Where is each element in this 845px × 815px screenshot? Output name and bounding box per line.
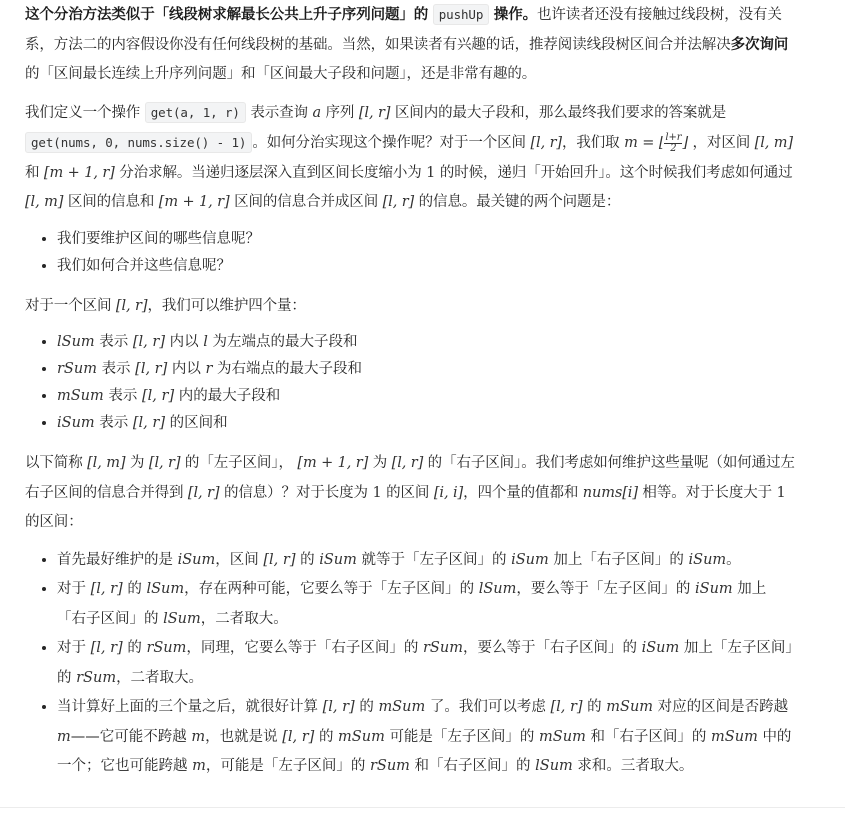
inline-code-pushup: pushUp — [433, 4, 490, 25]
math-var: mSum — [57, 388, 104, 404]
text: 的「右子区间」。我们考虑如何维护这些量呢（如何通过左右子区间的信息合并得到 — [25, 455, 795, 501]
math-var: lSum — [146, 581, 185, 597]
text: 加上「右子区间」的 — [57, 581, 767, 627]
text: 首先最好维护的是 — [57, 551, 173, 568]
list-item-msum — [57, 383, 795, 410]
text: ，我们可以维护四个量： — [147, 297, 306, 314]
text: 的 — [127, 640, 142, 656]
text: 分治求解。当递归逐层深入直到区间长度缩小为 — [119, 164, 422, 181]
math-var: mSum — [606, 699, 654, 715]
rule-msum — [57, 693, 795, 782]
math-interval-m1r: [m + 1, r] — [297, 455, 369, 471]
text: ，区间 — [215, 551, 259, 568]
math-floor-close: ⌋ — [682, 135, 689, 151]
math-interval-lr: [l, r] — [382, 194, 415, 210]
math-nums-i: nums[i] — [582, 484, 638, 501]
intro-bold-text: 这个分治方法类似于「线段树求解最长公共上升子序列问题」的 — [25, 7, 429, 23]
text: 为 — [129, 455, 145, 471]
intro-paragraph — [25, 0, 795, 90]
math-var: lSum — [478, 581, 517, 597]
intro-bold-multi-query: 多次询问 — [730, 36, 789, 53]
math-interval-ii: [i, i] — [433, 484, 464, 501]
intro-text-a: 也许读者还没有接触过线段树，没有关系，方法二的内容假设你没有任何线段树的基础。当然，如果读者有兴趣的话，推荐阅读线段树区间合并法解决 — [25, 7, 782, 53]
text: 为左端点的最大子段和 — [212, 334, 358, 350]
text: ，对区间 — [692, 135, 751, 151]
text: 为右端点的最大子段和 — [217, 361, 363, 377]
text: 中的一个；它也可能跨越 — [57, 728, 792, 774]
text: 表示 — [108, 388, 138, 404]
math-var: iSum — [695, 581, 733, 597]
text: 的 — [300, 551, 315, 568]
text: 的「左子区间」， — [184, 455, 293, 471]
math-one: 1 — [776, 484, 786, 501]
math-fraction — [664, 133, 682, 154]
math-var: mSum — [338, 728, 385, 745]
text: 表示查询 — [250, 104, 308, 121]
rule-rsum — [57, 634, 795, 693]
math-interval-lr: [l, r] — [282, 728, 315, 745]
math-interval-m1r: [m + 1, r] — [158, 194, 230, 210]
text: 对于 — [57, 640, 86, 656]
inline-code-get-a: get(a, 1, r) — [145, 102, 246, 123]
text: 内的最大子段和 — [178, 388, 281, 404]
math-a: a — [312, 104, 322, 121]
text: ，二者取大。 — [116, 669, 204, 686]
math-interval-lr: [l, r] — [187, 484, 220, 501]
text: 对于 — [57, 581, 86, 597]
text: 的区间 — [386, 484, 430, 501]
text: ，也就是说 — [205, 728, 278, 745]
text: 求和。三者取大。 — [577, 758, 694, 774]
intro-text-b: 的「区间最长连续上升序列问题」和「区间最大子段和问题」，还是非常有趣的。 — [25, 66, 537, 82]
text: ，二者取大。 — [200, 610, 288, 627]
text: 的时候，递归「开始回升」。这个时候我们考虑如何通过 — [439, 164, 793, 181]
text: 区间的信息和 — [67, 194, 155, 210]
text: 。如何分治实现这个操作呢？对于一个区间 — [252, 135, 526, 151]
text: 对应的区间是否跨越 — [657, 699, 789, 715]
text: 区间内的最大子段和，那么最终我们要求的答案就是 — [394, 104, 727, 121]
text: 表示 — [101, 361, 131, 377]
text: 区间的信息合并成区间 — [234, 194, 379, 210]
fraction-denominator: 2 — [670, 142, 677, 154]
math-interval-lr: [l, r] — [322, 699, 355, 715]
text: ，我们取 — [561, 135, 620, 151]
text: ，存在两种可能，它要么等于「左子区间」的 — [184, 581, 475, 597]
fraction-numerator: l+r — [665, 131, 682, 143]
article-body — [25, 0, 795, 794]
text: 为 — [372, 455, 388, 471]
math-interval-lr: [l, r] — [90, 581, 123, 597]
math-var: iSum — [319, 551, 357, 568]
text: ，可能是「左子区间」的 — [205, 758, 366, 774]
text: 对于一个区间 — [25, 297, 112, 314]
text: 序列 — [325, 104, 355, 121]
math-var: r — [205, 361, 213, 377]
list-item-lsum — [57, 329, 795, 356]
text: ，要么等于「左子区间」的 — [516, 581, 691, 597]
text: 了。我们可以考虑 — [429, 699, 546, 715]
text: 和 — [25, 164, 40, 181]
math-var: iSum — [641, 640, 680, 656]
definition-paragraph — [25, 98, 795, 218]
math-interval-lr: [l, r] — [391, 455, 424, 471]
text: 的信息）？对于长度为 — [223, 484, 368, 501]
math-m: m — [57, 728, 71, 745]
math-m: m — [191, 728, 206, 745]
text: 表示 — [99, 334, 129, 350]
math-one: 1 — [372, 484, 382, 501]
quantities-list — [25, 329, 795, 437]
text: 当计算好上面的三个量之后，就很好计算 — [57, 699, 318, 715]
merge-rules-list — [25, 546, 795, 782]
text: 内以 — [169, 334, 199, 350]
text: 的信息。最关键的两个问题是： — [418, 194, 621, 210]
math-var: iSum — [57, 415, 95, 431]
math-var: iSum — [511, 551, 549, 568]
text: 以下简称 — [25, 455, 83, 471]
text: 的 — [318, 728, 334, 745]
math-var: mSum — [378, 699, 426, 715]
math-interval-lm: [l, m] — [754, 135, 793, 151]
math-interval-lr: [l, r] — [135, 361, 168, 377]
text: 和「右子区间」的 — [414, 758, 531, 774]
text: 表示 — [99, 415, 129, 431]
inline-code-get-nums: get(nums, 0, nums.size() - 1) — [25, 132, 252, 153]
math-interval-lr: [l, r] — [115, 297, 148, 314]
text: ，要么等于「右子区间」的 — [462, 640, 637, 656]
math-interval-m1r: [m + 1, r] — [43, 164, 115, 181]
math-m-equals-floor: m = ⌊ — [624, 135, 665, 151]
math-interval-lr: [l, r] — [90, 640, 123, 656]
rule-lsum — [57, 575, 795, 634]
text: 相等。对于长度大于 — [642, 484, 773, 501]
math-interval-lr: [l, r] — [358, 104, 391, 121]
text: 。 — [726, 551, 741, 568]
math-interval-lr: [l, r] — [132, 415, 165, 431]
text: 可能是「左子区间」的 — [389, 728, 535, 745]
math-var: l — [203, 334, 208, 350]
math-interval-lr: [l, r] — [132, 334, 165, 350]
math-var: rSum — [57, 361, 97, 377]
text: 就等于「左子区间」的 — [361, 551, 507, 568]
list-item: • 我们如何合并这些信息呢？ — [57, 253, 795, 280]
math-var: rSum — [76, 669, 117, 686]
math-one: 1 — [426, 164, 436, 181]
intro-bold-after-code: 操作。 — [493, 7, 537, 23]
math-interval-lr: [l, r] — [148, 455, 181, 471]
math-var: iSum — [688, 551, 727, 568]
math-interval-lr: [l, r] — [530, 135, 562, 151]
list-item-isum — [57, 410, 795, 437]
text: 内以 — [171, 361, 201, 377]
math-var: iSum — [177, 551, 216, 568]
math-interval-lm: [l, m] — [25, 194, 64, 210]
math-var: lSum — [57, 334, 95, 350]
math-interval-lr: [l, r] — [263, 551, 296, 568]
text: 加上「左子区间」的 — [57, 640, 793, 686]
subinterval-paragraph — [25, 449, 795, 538]
text: 的 — [127, 581, 142, 597]
text: ，同理，它要么等于「右子区间」的 — [186, 640, 419, 656]
list-item-rsum — [57, 356, 795, 383]
text: 的区间和 — [169, 415, 228, 431]
math-var: mSum — [711, 728, 758, 745]
math-var: mSum — [539, 728, 586, 745]
text: 的区间： — [25, 514, 83, 530]
text: 加上「右子区间」的 — [553, 551, 684, 568]
bottom-divider — [0, 807, 845, 808]
math-interval-lm: [l, m] — [87, 455, 126, 471]
math-var: rSum — [369, 758, 410, 774]
math-var: lSum — [163, 610, 201, 627]
math-interval-lr: [l, r] — [550, 699, 583, 715]
text: ——它可能不跨越 — [70, 728, 187, 745]
rule-isum — [57, 546, 795, 576]
math-interval-lr: [l, r] — [142, 388, 175, 404]
list-item: • 我们要维护区间的哪些信息呢？ — [57, 226, 795, 253]
text: 和「右子区间」的 — [590, 728, 707, 745]
four-quantities-intro — [25, 292, 795, 322]
text: 我们定义一个操作 — [25, 104, 141, 121]
text: 的 — [359, 699, 374, 715]
math-var: rSum — [423, 640, 463, 656]
math-var: lSum — [535, 758, 573, 774]
text: 的 — [587, 699, 602, 715]
math-m: m — [192, 758, 206, 774]
questions-list — [25, 226, 795, 280]
math-var: rSum — [146, 640, 187, 656]
text: ，四个量的值都和 — [463, 484, 579, 501]
